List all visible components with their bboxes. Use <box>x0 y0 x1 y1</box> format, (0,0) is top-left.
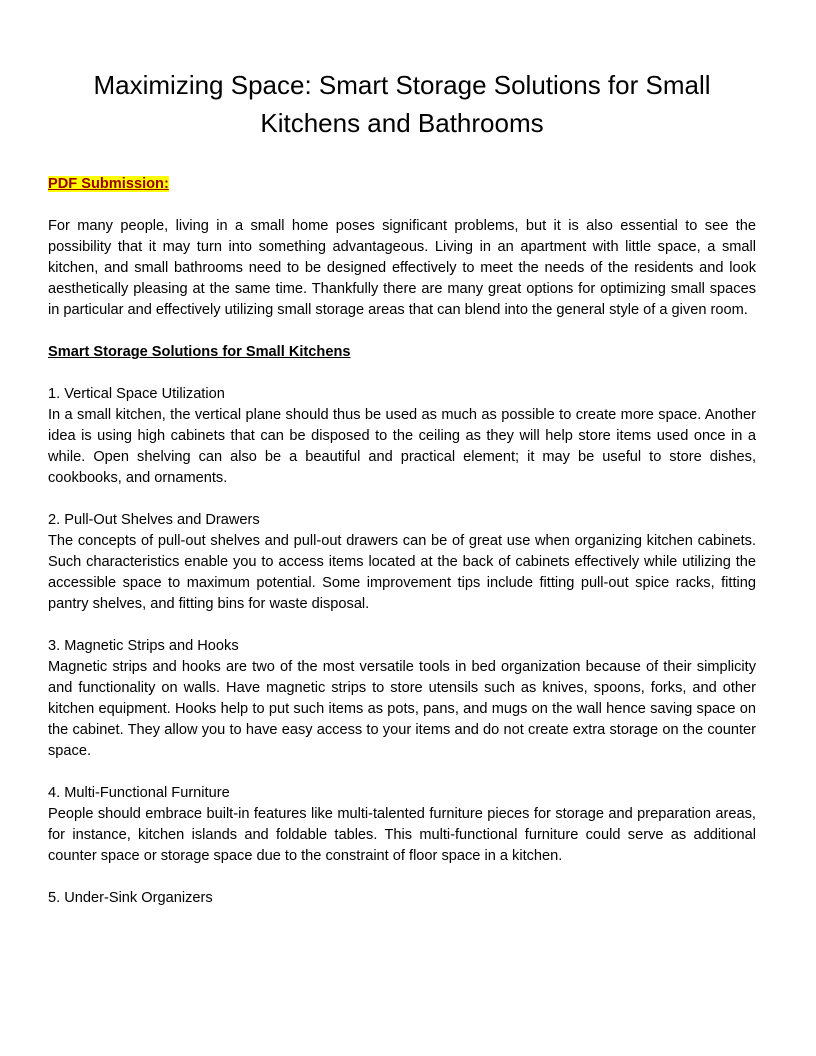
list-item <box>48 888 756 909</box>
item-heading: 1. Vertical Space Utilization <box>48 386 225 402</box>
item-heading: 2. Pull-Out Shelves and Drawers <box>48 512 260 528</box>
item-heading: 4. Multi-Functional Furniture <box>48 785 230 801</box>
item-paragraph: In a small kitchen, the vertical plane should thus be used as much as possible to create more space. Another idea is using high cabinets that can be disposed to the ceiling as they will help store items used once in a while. Open shelving can also be a beautiful and practical element; it may be useful to store dishes, cookbooks, and ornaments. <box>48 407 756 486</box>
intro-paragraph: For many people, living in a small home poses significant problems, but it is also essential to see the possibility that it may turn into something advantageous. Living in an apartment with little space, a small kitchen, and small bathrooms need to be designed effectively to meet the needs of the residents and look aesthetically pleasing at the same time. Thankfully there are many great options for optimizing small spaces in particular and effectively utilizing small storage areas that can blend into the general style of a given room. <box>48 218 756 318</box>
list-item <box>48 783 756 867</box>
submission-label: PDF Submission: <box>48 176 169 192</box>
list-item <box>48 510 756 615</box>
document-title: Maximizing Space: Smart Storage Solutions for Small Kitchens and Bathrooms <box>93 70 711 138</box>
list-item <box>48 384 756 489</box>
list-item <box>48 636 756 762</box>
item-paragraph: Magnetic strips and hooks are two of the most versatile tools in bed organization because of their simplicity and functionality on walls. Have magnetic strips to store utensils such as knives, spoons, forks, and other kitchen equipment. Hooks help to put such items as pots, pans, and mugs on the wall hence saving space on the cabinet. They allow you to have easy access to your items and do not create extra storage on the counter space. <box>48 659 756 759</box>
item-heading: 3. Magnetic Strips and Hooks <box>48 638 239 654</box>
document-page <box>48 66 756 909</box>
item-paragraph: The concepts of pull-out shelves and pull-out drawers can be of great use when organizing kitchen cabinets. Such characteristics enable you to access items located at the back of cabinets effectively while utilizing the accessible space to maximum potential. Some improvement tips include fitting pull-out spice racks, fitting pantry shelves, and fitting bins for waste disposal. <box>48 533 756 612</box>
section-heading: Smart Storage Solutions for Small Kitchens <box>48 344 351 360</box>
submission-label-line <box>48 174 756 195</box>
item-paragraph: People should embrace built-in features like multi-talented furniture pieces for storage and preparation areas, for instance, kitchen islands and foldable tables. This multi-functional furniture could serve as additional counter space or storage space due to the constraint of floor space in a kitchen. <box>48 806 756 864</box>
item-heading: 5. Under-Sink Organizers <box>48 890 213 906</box>
